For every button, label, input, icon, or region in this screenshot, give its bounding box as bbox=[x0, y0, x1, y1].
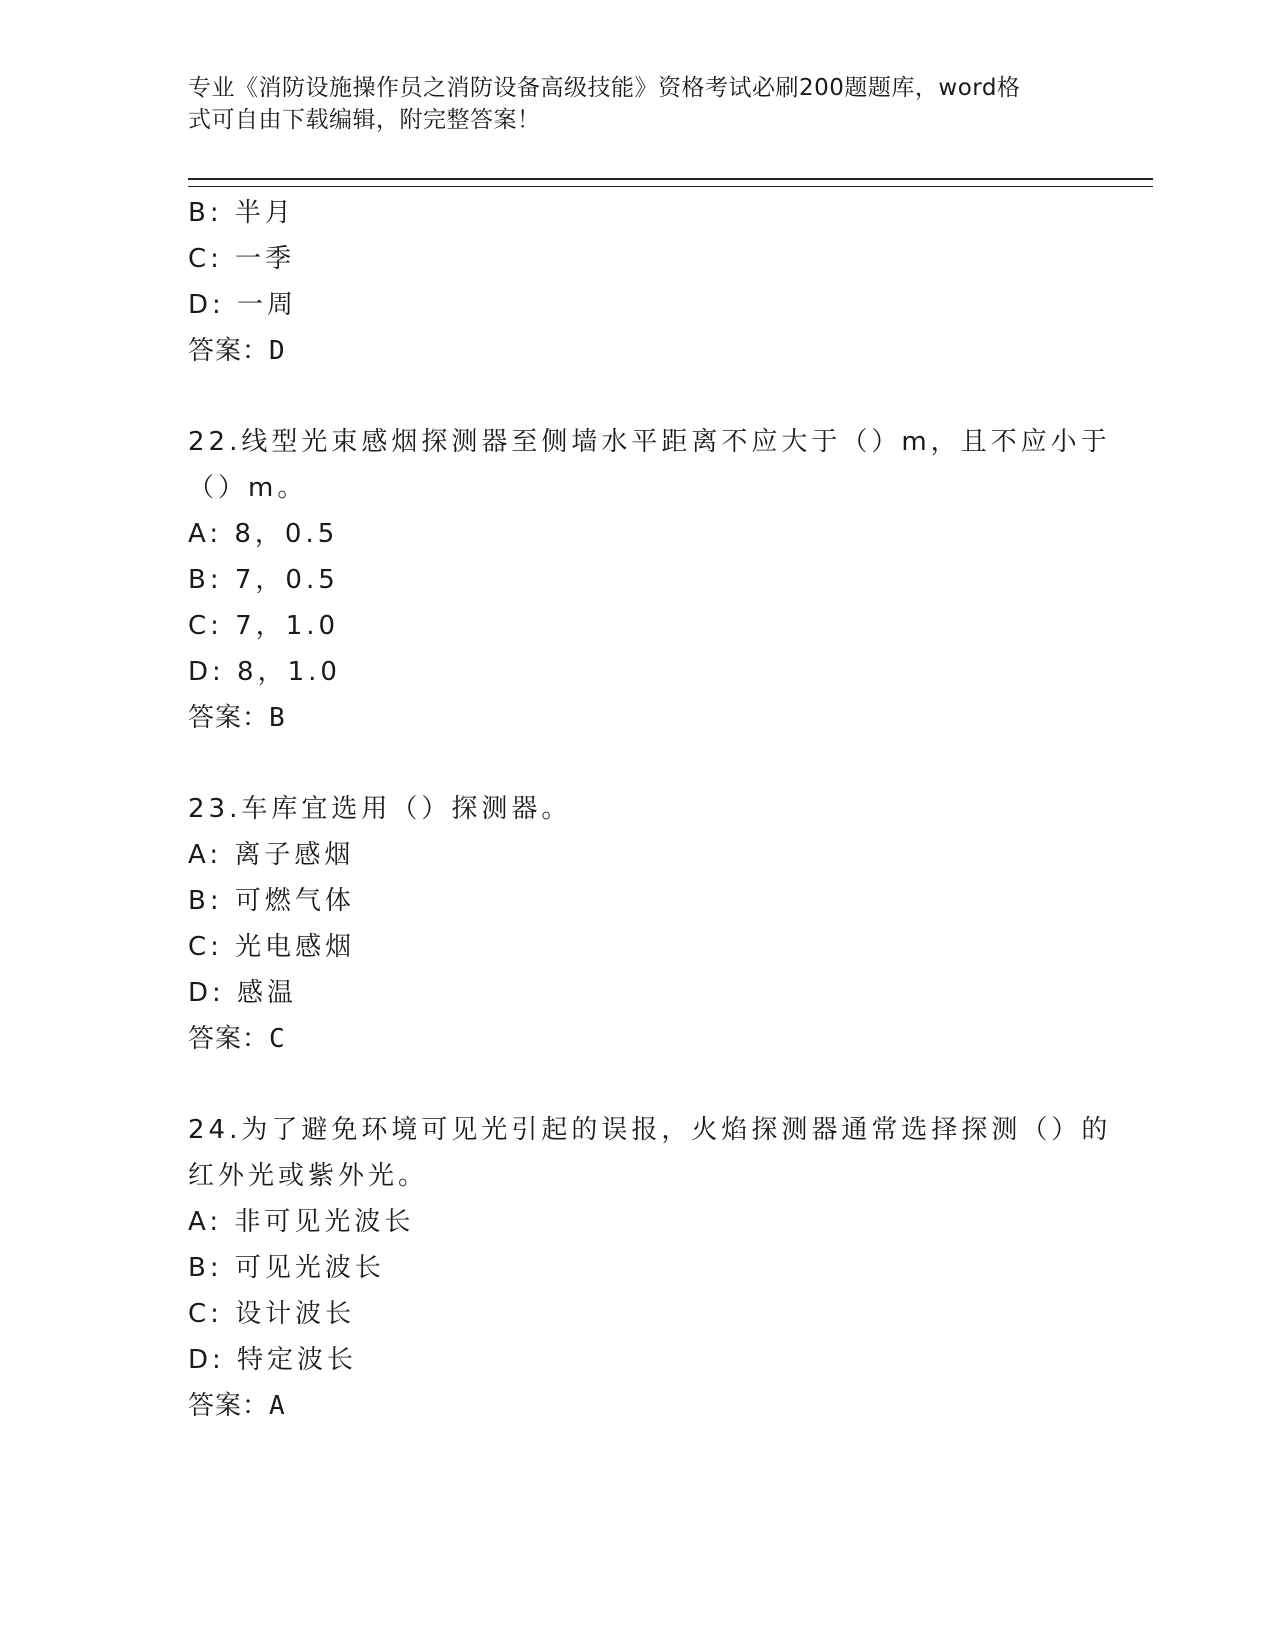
option-a: A: 离子感烟 bbox=[188, 840, 355, 870]
answer-label: 答案： bbox=[188, 703, 270, 733]
option-b: B: 半月 bbox=[188, 198, 295, 228]
option-d: D: 感温 bbox=[188, 978, 298, 1008]
question-stem: 24.为了避免环境可见光引起的误报，火焰探测器通常选择探测（）的 bbox=[188, 1115, 1112, 1145]
option-d: D: 特定波长 bbox=[188, 1345, 358, 1375]
question-24 bbox=[188, 1107, 1138, 1429]
answer-value: A bbox=[269, 1391, 286, 1421]
option-c: C: 光电感烟 bbox=[188, 932, 356, 962]
question-23 bbox=[188, 786, 1138, 1062]
answer-line bbox=[188, 1016, 1138, 1062]
answer-value: D bbox=[269, 336, 286, 366]
option-a: A: 8，0.5 bbox=[188, 519, 339, 549]
answer-label: 答案： bbox=[188, 336, 270, 366]
answer-value: C bbox=[269, 1024, 286, 1054]
question-stem-continued: （）m。 bbox=[188, 473, 308, 503]
option-c: C: 7，1.0 bbox=[188, 611, 340, 641]
answer-line bbox=[188, 695, 1138, 741]
question-stem: 23.车库宜选用（）探测器。 bbox=[188, 794, 572, 824]
header-line-1: 专业《消防设施操作员之消防设备高级技能》资格考试必刷200题题库，word格 bbox=[188, 75, 1021, 101]
option-b: B: 可燃气体 bbox=[188, 886, 355, 916]
question-stem-continued: 红外光或紫外光。 bbox=[188, 1161, 429, 1191]
option-d: D: 8，1.0 bbox=[188, 657, 341, 687]
answer-value: B bbox=[269, 703, 286, 733]
option-d: D: 一周 bbox=[188, 290, 298, 320]
option-a: A: 非可见光波长 bbox=[188, 1207, 415, 1237]
question-stem: 22.线型光束感烟探测器至侧墙水平距离不应大于（）m，且不应小于 bbox=[188, 427, 1111, 457]
answer-label: 答案： bbox=[188, 1024, 270, 1054]
question-21-continued bbox=[188, 190, 1138, 374]
header-divider bbox=[188, 178, 1153, 187]
document-body bbox=[188, 190, 1138, 1429]
answer-line bbox=[188, 1383, 1138, 1429]
answer-line bbox=[188, 328, 1138, 374]
option-b: B: 可见光波长 bbox=[188, 1253, 385, 1283]
header-line-2: 式可自由下载编辑，附完整答案！ bbox=[188, 107, 541, 133]
option-b: B: 7，0.5 bbox=[188, 565, 339, 595]
document-header bbox=[188, 72, 1078, 136]
question-22 bbox=[188, 419, 1138, 741]
answer-label: 答案： bbox=[188, 1391, 270, 1421]
option-c: C: 一季 bbox=[188, 244, 296, 274]
option-c: C: 设计波长 bbox=[188, 1299, 356, 1329]
